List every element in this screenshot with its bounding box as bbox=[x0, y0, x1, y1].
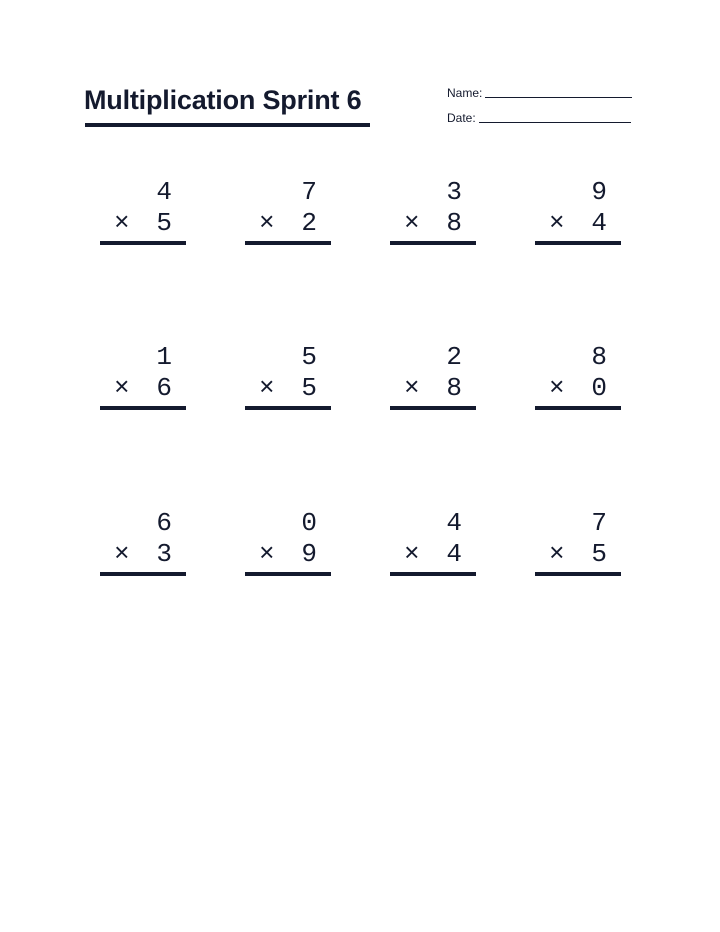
multiply-sign: × bbox=[114, 208, 130, 238]
multiply-sign: × bbox=[549, 373, 565, 403]
multiplier: 4 bbox=[591, 208, 607, 238]
problem-12 bbox=[535, 508, 621, 590]
multiplicand: 0 bbox=[301, 508, 317, 538]
multiplier: 8 bbox=[446, 373, 462, 403]
multiplier: 5 bbox=[591, 539, 607, 569]
multiplicand: 2 bbox=[446, 342, 462, 372]
answer-line bbox=[100, 241, 186, 245]
multiplier: 2 bbox=[301, 208, 317, 238]
answer-line bbox=[390, 241, 476, 245]
multiplicand: 6 bbox=[156, 508, 172, 538]
problem-4 bbox=[535, 177, 621, 259]
multiplicand: 7 bbox=[591, 508, 607, 538]
multiply-sign: × bbox=[259, 539, 275, 569]
name-blank-line[interactable] bbox=[485, 97, 632, 98]
date-label: Date: bbox=[447, 111, 476, 125]
multiply-sign: × bbox=[549, 539, 565, 569]
date-blank-line[interactable] bbox=[479, 122, 631, 123]
answer-line bbox=[245, 406, 331, 410]
multiplier: 4 bbox=[446, 539, 462, 569]
multiplier: 5 bbox=[301, 373, 317, 403]
problem-6 bbox=[245, 342, 331, 424]
multiplier: 0 bbox=[591, 373, 607, 403]
multiply-sign: × bbox=[404, 208, 420, 238]
name-label: Name: bbox=[447, 86, 483, 100]
problem-9 bbox=[100, 508, 186, 590]
date-field bbox=[447, 111, 631, 125]
multiplicand: 9 bbox=[591, 177, 607, 207]
worksheet-title: Multiplication Sprint 6 bbox=[84, 85, 362, 115]
multiplicand: 7 bbox=[301, 177, 317, 207]
answer-line bbox=[535, 406, 621, 410]
multiply-sign: × bbox=[114, 373, 130, 403]
multiply-sign: × bbox=[404, 373, 420, 403]
multiply-sign: × bbox=[404, 539, 420, 569]
title-underline bbox=[85, 123, 370, 127]
problem-10 bbox=[245, 508, 331, 590]
multiplicand: 8 bbox=[591, 342, 607, 372]
name-field bbox=[447, 86, 632, 100]
answer-line bbox=[245, 572, 331, 576]
multiplier: 3 bbox=[156, 539, 172, 569]
problem-11 bbox=[390, 508, 476, 590]
multiply-sign: × bbox=[259, 208, 275, 238]
multiplier: 8 bbox=[446, 208, 462, 238]
multiply-sign: × bbox=[549, 208, 565, 238]
multiplier: 6 bbox=[156, 373, 172, 403]
multiplier: 9 bbox=[301, 539, 317, 569]
multiplicand: 4 bbox=[156, 177, 172, 207]
answer-line bbox=[390, 572, 476, 576]
multiplicand: 1 bbox=[156, 342, 172, 372]
answer-line bbox=[390, 406, 476, 410]
problem-7 bbox=[390, 342, 476, 424]
multiplicand: 3 bbox=[446, 177, 462, 207]
answer-line bbox=[535, 572, 621, 576]
answer-line bbox=[100, 572, 186, 576]
answer-line bbox=[245, 241, 331, 245]
multiply-sign: × bbox=[259, 373, 275, 403]
multiply-sign: × bbox=[114, 539, 130, 569]
problem-3 bbox=[390, 177, 476, 259]
multiplicand: 4 bbox=[446, 508, 462, 538]
problem-8 bbox=[535, 342, 621, 424]
answer-line bbox=[535, 241, 621, 245]
answer-line bbox=[100, 406, 186, 410]
multiplicand: 5 bbox=[301, 342, 317, 372]
problem-2 bbox=[245, 177, 331, 259]
multiplier: 5 bbox=[156, 208, 172, 238]
problem-1 bbox=[100, 177, 186, 259]
problem-5 bbox=[100, 342, 186, 424]
